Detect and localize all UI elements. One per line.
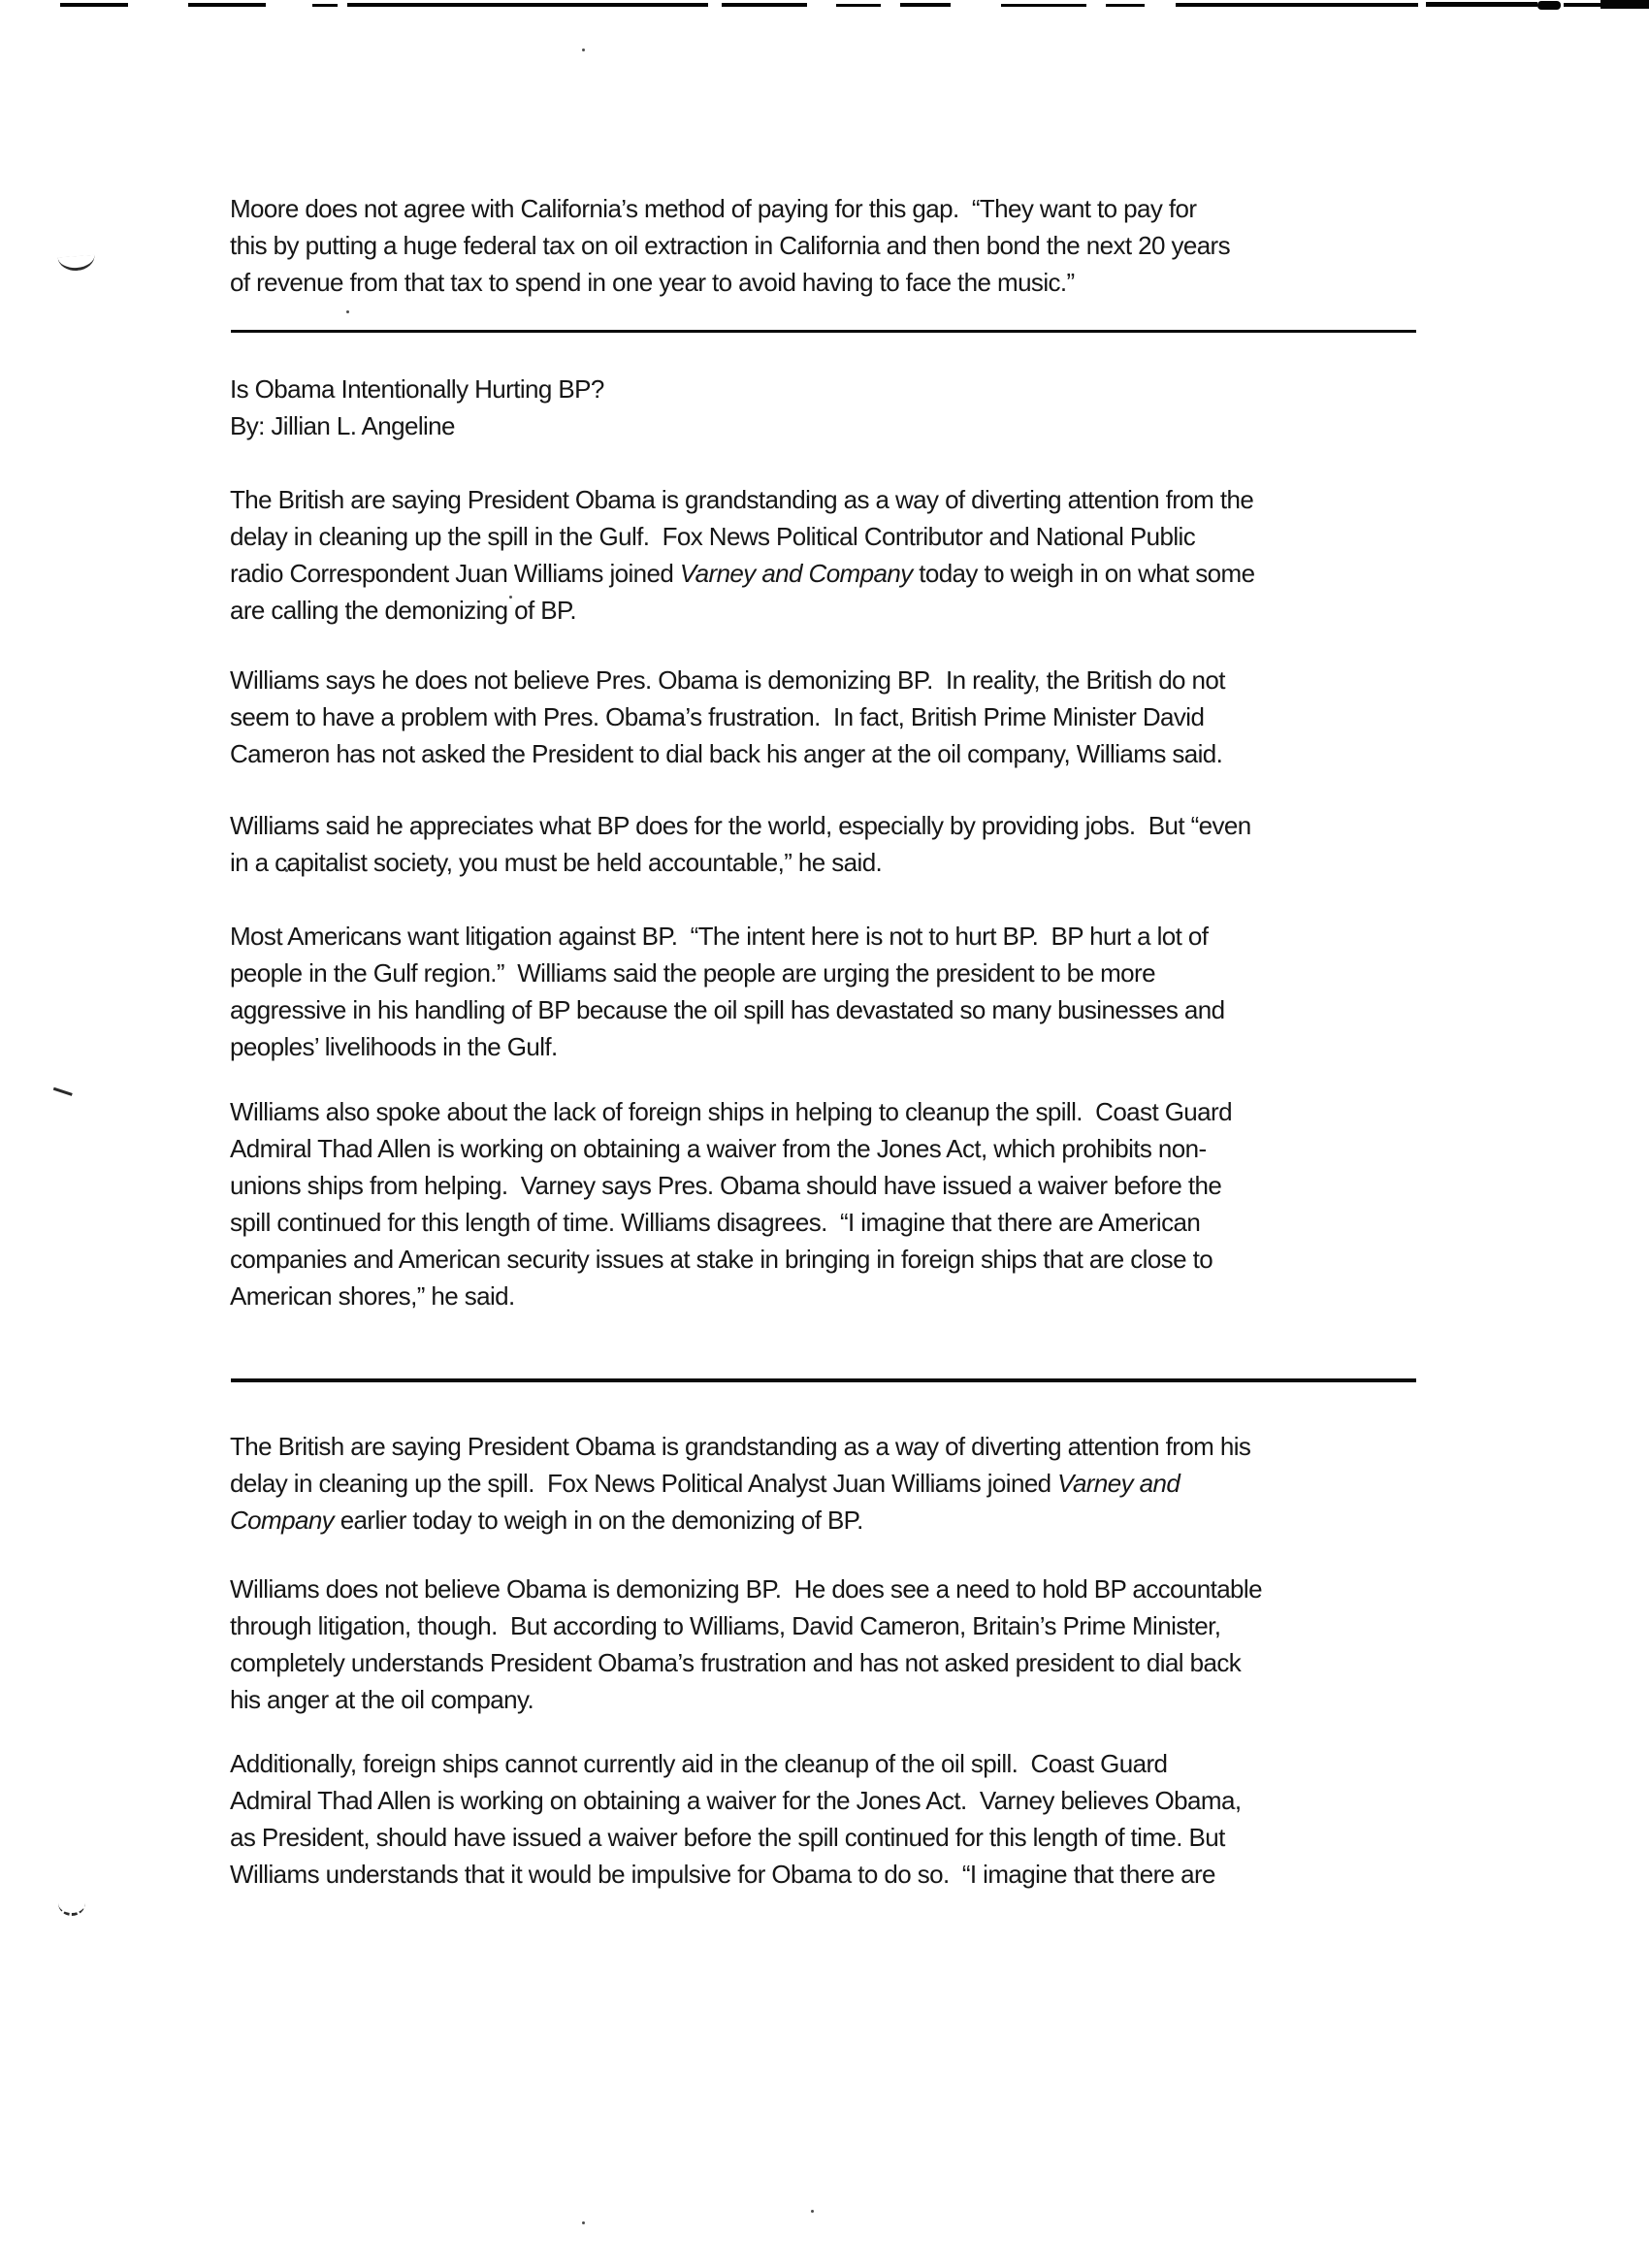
text-line <box>230 1093 1438 1130</box>
text-line <box>230 918 1438 955</box>
text-run: of revenue from that tax to spend in one year to avoid having to face the music.” <box>230 268 1075 297</box>
text-run: Williams does not believe Obama is demonizing BP. He does see a need to hold BP accountable <box>230 1574 1262 1604</box>
text-line <box>230 1465 1438 1502</box>
scan-dash <box>1176 3 1418 7</box>
toner-speck <box>582 2221 585 2224</box>
margin-squiggle <box>58 255 96 273</box>
addendum-paragraph <box>230 1571 1438 1718</box>
text-line <box>230 991 1438 1028</box>
text-line <box>230 1241 1438 1278</box>
text-line <box>230 1204 1438 1241</box>
section-divider <box>231 330 1416 333</box>
text-line <box>230 592 1438 629</box>
text-run: Most Americans want litigation against BP. “The intent here is not to hurt BP. BP hurt a lot of <box>230 922 1209 951</box>
margin-tick <box>53 1080 75 1096</box>
article-title: Is Obama Intentionally Hurting BP? <box>230 374 604 404</box>
text-line <box>230 662 1438 698</box>
text-run: Williams said he appreciates what BP does for the world, especially by providing jobs. But “even <box>230 811 1251 840</box>
addendum-paragraph <box>230 1745 1438 1893</box>
text-run: Admiral Thad Allen is working on obtaining a waiver from the Jones Act, which prohibits non- <box>230 1134 1207 1163</box>
italic-text-run: Company <box>230 1506 335 1535</box>
text-run: delay in cleaning up the spill. Fox News Political Analyst Juan Williams joined <box>230 1469 1058 1498</box>
text-line <box>230 1681 1438 1718</box>
text-run: companies and American security issues at stake in bringing in foreign ships that are close to <box>230 1245 1213 1274</box>
text-line <box>230 1428 1438 1465</box>
text-run: today to weigh in on what some <box>912 559 1255 588</box>
text-line <box>230 190 1438 227</box>
toner-speck <box>811 2210 814 2213</box>
scan-dash <box>900 3 951 7</box>
text-run: spill continued for this length of time. Williams disagrees. “I imagine that there are American <box>230 1208 1201 1237</box>
text-line <box>230 1278 1438 1314</box>
text-run: this by putting a huge federal tax on oil extraction in California and then bond the next 20 years <box>230 231 1231 260</box>
text-run: through litigation, though. But according to Williams, David Cameron, Britain’s Prime Minister, <box>230 1611 1221 1640</box>
margin-squiggle <box>58 1903 85 1916</box>
text-line <box>230 1130 1438 1167</box>
text-run: The British are saying President Obama is grandstanding as a way of diverting attention from his <box>230 1432 1251 1461</box>
text-run: Williams says he does not believe Pres. Obama is demonizing BP. In reality, the British do not <box>230 665 1225 695</box>
text-run: aggressive in his handling of BP because the oil spill has devastated so many businesses and <box>230 995 1225 1024</box>
text-run: The British are saying President Obama is grandstanding as a way of diverting attention from the <box>230 485 1254 514</box>
article-header <box>230 371 1438 444</box>
toner-speck <box>582 49 585 51</box>
text-run: completely understands President Obama’s frustration and has not asked president to dial back <box>230 1648 1242 1677</box>
text-line <box>230 1856 1438 1893</box>
scan-dash <box>347 3 708 7</box>
article-byline: By: Jillian L. Angeline <box>230 411 455 440</box>
addendum-paragraph <box>230 1428 1438 1539</box>
text-run: unions ships from helping. Varney says Pres. Obama should have issued a waiver before the <box>230 1171 1222 1200</box>
scan-dash <box>722 3 807 7</box>
text-run: Williams also spoke about the lack of foreign ships in helping to cleanup the spill. Coast Guard <box>230 1097 1232 1126</box>
text-run: Admiral Thad Allen is working on obtaining a waiver for the Jones Act. Varney believes Obama, <box>230 1786 1242 1815</box>
text-line <box>230 1028 1438 1065</box>
toner-speck <box>346 310 349 313</box>
text-line <box>230 844 1438 881</box>
text-line <box>230 227 1438 264</box>
text-line <box>230 264 1438 301</box>
text-line <box>230 1167 1438 1204</box>
text-run: as President, should have issued a waiver before the spill continued for this length of time. But <box>230 1823 1225 1852</box>
text-line <box>230 1745 1438 1782</box>
scan-blob <box>1537 1 1561 10</box>
text-line <box>230 1782 1438 1819</box>
text-line <box>230 807 1438 844</box>
text-run: people in the Gulf region.” Williams said the people are urging the president to be more <box>230 958 1155 988</box>
article-paragraph <box>230 807 1438 881</box>
text-run: are calling the demonizing of BP. <box>230 596 576 625</box>
text-line <box>230 735 1438 772</box>
article-paragraph <box>230 918 1438 1065</box>
scan-dash <box>836 4 881 7</box>
text-line <box>230 1819 1438 1856</box>
article-paragraph <box>230 481 1438 629</box>
text-run: Additionally, foreign ships cannot currently aid in the cleanup of the oil spill. Coast Guard <box>230 1749 1168 1778</box>
scan-dash <box>1426 2 1537 7</box>
text-run: American shores,” he said. <box>230 1281 515 1311</box>
text-run: delay in cleaning up the spill in the Gulf. Fox News Political Contributor and National Public <box>230 522 1196 551</box>
scan-dash <box>312 4 338 7</box>
text-line <box>230 1571 1438 1607</box>
scan-dash <box>1001 4 1086 7</box>
text-line <box>230 481 1438 518</box>
text-run: Moore does not agree with California’s method of paying for this gap. “They want to pay for <box>230 194 1197 223</box>
scan-dash <box>60 3 128 7</box>
text-run: peoples’ livelihoods in the Gulf. <box>230 1032 558 1061</box>
section-divider <box>231 1378 1416 1382</box>
article-paragraph <box>230 1093 1438 1314</box>
italic-text-run: Varney and Company <box>679 559 913 588</box>
text-line <box>230 1607 1438 1644</box>
text-run: in a capitalist society, you must be held accountable,” he said. <box>230 848 883 877</box>
text-run: seem to have a problem with Pres. Obama’s frustration. In fact, British Prime Minister David <box>230 702 1205 731</box>
intro-paragraph <box>230 190 1438 301</box>
italic-text-run: Varney and <box>1057 1469 1180 1498</box>
text-run: his anger at the oil company. <box>230 1685 534 1714</box>
text-run: radio Correspondent Juan Williams joined <box>230 559 680 588</box>
text-line <box>230 698 1438 735</box>
article-paragraph <box>230 662 1438 772</box>
text-line <box>230 1644 1438 1681</box>
scan-dash <box>1564 3 1602 7</box>
scan-dash <box>1106 4 1145 7</box>
text-line <box>230 955 1438 991</box>
text-run: Williams understands that it would be impulsive for Obama to do so. “I imagine that there are <box>230 1860 1215 1889</box>
text-run: Cameron has not asked the President to dial back his anger at the oil company, Williams said. <box>230 739 1223 768</box>
text-line <box>230 518 1438 555</box>
text-line <box>230 1502 1438 1539</box>
text-run: earlier today to weigh in on the demonizing of BP. <box>334 1506 863 1535</box>
scan-dash <box>188 3 266 7</box>
text-line <box>230 555 1438 592</box>
scan-wedge <box>1600 0 1649 9</box>
